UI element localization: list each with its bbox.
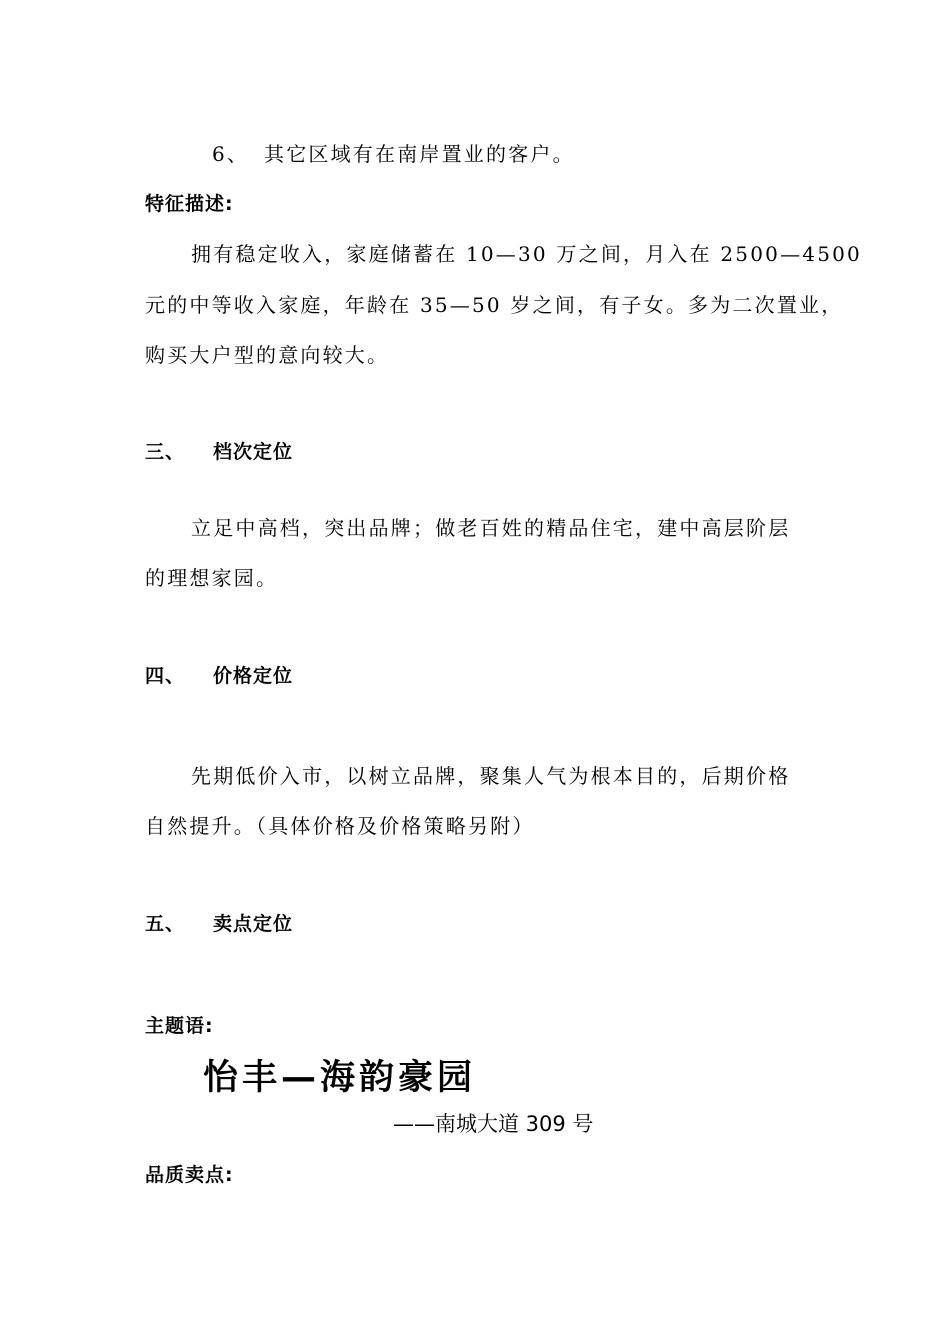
section3-line-2: 的理想家园。	[145, 566, 279, 590]
section4-title: 价格定位	[213, 665, 294, 687]
section5-heading	[145, 909, 293, 936]
section5-title: 卖点定位	[213, 913, 294, 935]
list-item-text: 其它区域有在南岸置业的客户。	[264, 142, 575, 166]
section3-heading	[145, 437, 293, 464]
section3-title: 档次定位	[213, 441, 294, 463]
section3-number: 三、	[145, 441, 186, 463]
list-item-6	[212, 138, 575, 167]
features-label: 特征描述:	[145, 193, 234, 215]
features-line-2: 元的中等收入家庭，年龄在 35—50 岁之间，有子女。多为二次置业，	[145, 293, 844, 317]
section5-number: 五、	[145, 913, 186, 935]
list-item-number: 6、	[212, 142, 250, 166]
section4-number: 四、	[145, 665, 186, 687]
features-line-3: 购买大户型的意向较大。	[145, 343, 390, 367]
section4-line-2: 自然提升。（具体价格及价格策略另附）	[145, 814, 535, 838]
features-line-1: 拥有稳定收入，家庭储蓄在 10—30 万之间，月入在 2500—4500	[191, 242, 862, 266]
section4-heading	[145, 661, 293, 688]
section4-line-1: 先期低价入市，以树立品牌，聚集人气为根本目的，后期价格	[191, 764, 791, 788]
theme-title: 怡丰—海韵豪园	[203, 1058, 477, 1098]
section3-line-1: 立足中高档，突出品牌；做老百姓的精品住宅，建中高层阶层	[191, 516, 791, 540]
theme-subtitle: ——南城大道 309 号	[393, 1112, 594, 1136]
quality-label: 品质卖点:	[145, 1164, 234, 1186]
theme-label: 主题语:	[145, 1015, 214, 1037]
